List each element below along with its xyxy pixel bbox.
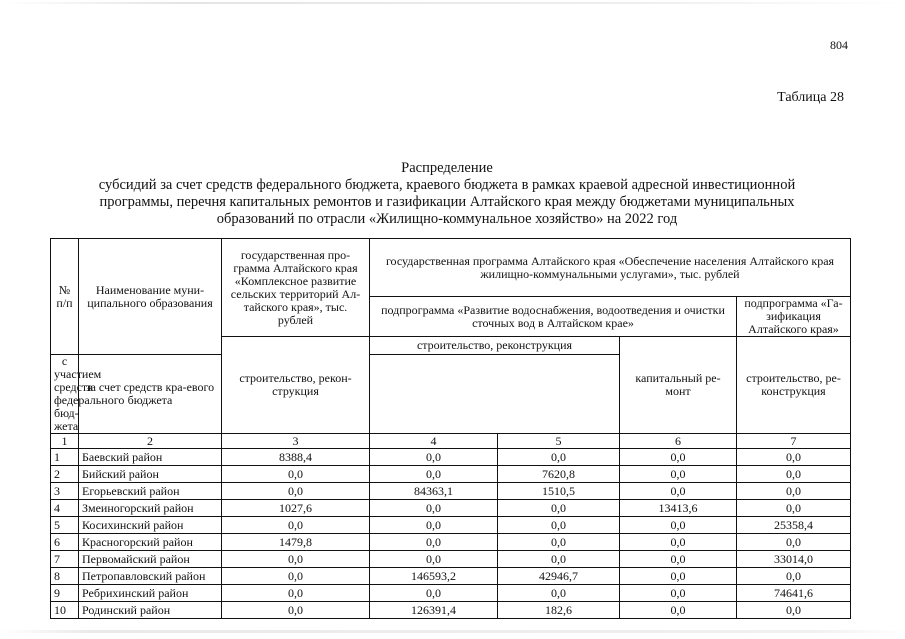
row-number: 7: [51, 551, 79, 568]
document-subtitle: субсидий за счет средств федерального бюджета, краевого бюджета в рамках краевой адресной инвестиционной программы, перечня капитальных ремонтов и газификации Алтайского края между бюджетами муниципальных образований по отрасли «Жилищно-коммунальное хозяйство» на 2022 год: [98, 177, 796, 227]
rural-construction-value: 0,0: [222, 568, 370, 585]
row-number: 10: [51, 602, 79, 619]
header-construction-water: строительство, реконструкция: [370, 337, 620, 355]
column-number: 1: [51, 434, 79, 449]
header-subprogram-water: подпрограмма «Развитие водоснабжения, водоотведения и очистки сточных вод в Алтайском крае»: [370, 297, 737, 337]
capital-repair-value: 0,0: [620, 466, 737, 483]
regional-share-value: 1510,5: [498, 483, 620, 500]
row-number: 1: [51, 449, 79, 466]
column-number: 2: [79, 434, 222, 449]
column-number: 6: [620, 434, 737, 449]
rural-construction-value: 1479,8: [222, 534, 370, 551]
federal-share-value: 0,0: [370, 466, 498, 483]
scan-edge-top: [0, 2, 905, 4]
municipality-name: Красногорский район: [79, 534, 222, 551]
capital-repair-value: 0,0: [620, 551, 737, 568]
subsidy-table: [50, 238, 851, 619]
federal-share-value: 0,0: [370, 517, 498, 534]
municipality-name: Косихинский район: [79, 517, 222, 534]
page-number: 804: [830, 38, 848, 52]
gas-construction-value: 25358,4: [737, 517, 851, 534]
regional-share-value: 0,0: [498, 449, 620, 466]
rural-construction-value: 0,0: [222, 517, 370, 534]
regional-share-value: 0,0: [498, 500, 620, 517]
header-construction-rural: строительство, рекон-струкция: [222, 337, 370, 434]
table-row: [51, 500, 851, 517]
document-heading: [52, 160, 842, 228]
regional-share-value: 182,6: [498, 602, 620, 619]
column-number: 3: [222, 434, 370, 449]
column-number: 7: [737, 434, 851, 449]
rural-construction-value: 1027,6: [222, 500, 370, 517]
table-row: [51, 534, 851, 551]
column-number: 5: [498, 434, 620, 449]
header-name: Наименование муни-ципального образования: [79, 239, 222, 355]
federal-share-value: 146593,2: [370, 568, 498, 585]
rural-construction-value: 0,0: [222, 466, 370, 483]
municipality-name: Родинский район: [79, 602, 222, 619]
header-program-rural: государственная про-грамма Алтайского края «Комплексное развитие сельских территорий Ал-тайского края», тыс. рублей: [222, 239, 370, 337]
header-subprogram-gas: подпрограмма «Га-зификация Алтайского края»: [737, 297, 851, 337]
row-number: 9: [51, 585, 79, 602]
column-number: 4: [370, 434, 498, 449]
federal-share-value: 126391,4: [370, 602, 498, 619]
gas-construction-value: 33014,0: [737, 551, 851, 568]
row-number: 8: [51, 568, 79, 585]
capital-repair-value: 0,0: [620, 483, 737, 500]
capital-repair-value: 0,0: [620, 585, 737, 602]
municipality-name: Змеиногорский район: [79, 500, 222, 517]
header-num: № п/п: [51, 239, 79, 355]
federal-share-value: 0,0: [370, 534, 498, 551]
row-number: 5: [51, 517, 79, 534]
regional-share-value: 7620,8: [498, 466, 620, 483]
municipality-name: Первомайский район: [79, 551, 222, 568]
header-regional-share: за счет средств кра-евого бюджета: [79, 355, 222, 434]
gas-construction-value: 0,0: [737, 602, 851, 619]
regional-share-value: 42946,7: [498, 568, 620, 585]
rural-construction-value: 0,0: [222, 585, 370, 602]
municipality-name: Петропавловский район: [79, 568, 222, 585]
municipality-name: Егорьевский район: [79, 483, 222, 500]
table-label: Таблица 28: [777, 90, 844, 105]
column-number-row: [51, 434, 851, 449]
scan-edge-bottom: [0, 630, 905, 633]
regional-share-value: 0,0: [498, 534, 620, 551]
table-row: [51, 551, 851, 568]
municipality-name: Ребрихинский район: [79, 585, 222, 602]
table-row: [51, 466, 851, 483]
gas-construction-value: 74641,6: [737, 585, 851, 602]
capital-repair-value: 0,0: [620, 449, 737, 466]
federal-share-value: 0,0: [370, 449, 498, 466]
gas-construction-value: 0,0: [737, 568, 851, 585]
gas-construction-value: 0,0: [737, 500, 851, 517]
capital-repair-value: 0,0: [620, 568, 737, 585]
rural-construction-value: 0,0: [222, 602, 370, 619]
rural-construction-value: 0,0: [222, 551, 370, 568]
rural-construction-value: 0,0: [222, 483, 370, 500]
federal-share-value: 84363,1: [370, 483, 498, 500]
row-number: 2: [51, 466, 79, 483]
municipality-name: Баевский район: [79, 449, 222, 466]
row-number: 4: [51, 500, 79, 517]
capital-repair-value: 0,0: [620, 534, 737, 551]
header-federal-share: с участием средств федерального бюд-жета: [51, 355, 79, 434]
table-row: [51, 585, 851, 602]
table-row: [51, 449, 851, 466]
rural-construction-value: 8388,4: [222, 449, 370, 466]
table-row: [51, 483, 851, 500]
federal-share-value: 0,0: [370, 500, 498, 517]
row-number: 3: [51, 483, 79, 500]
municipality-name: Бийский район: [79, 466, 222, 483]
header-program-housing: государственная программа Алтайского края «Обеспечение населения Алтайского края жилищно-коммунальными услугами», тыс. рублей: [370, 239, 851, 297]
gas-construction-value: 0,0: [737, 534, 851, 551]
table-row: [51, 568, 851, 585]
document-title: Распределение: [401, 160, 493, 176]
gas-construction-value: 0,0: [737, 466, 851, 483]
gas-construction-value: 0,0: [737, 483, 851, 500]
table-row: [51, 602, 851, 619]
capital-repair-value: 0,0: [620, 602, 737, 619]
table-row: [51, 517, 851, 534]
header-construction-gas: строительство, ре-конструкция: [737, 337, 851, 434]
regional-share-value: 0,0: [498, 585, 620, 602]
regional-share-value: 0,0: [498, 517, 620, 534]
row-number: 6: [51, 534, 79, 551]
capital-repair-value: 0,0: [620, 517, 737, 534]
regional-share-value: 0,0: [498, 551, 620, 568]
gas-construction-value: 0,0: [737, 449, 851, 466]
capital-repair-value: 13413,6: [620, 500, 737, 517]
federal-share-value: 0,0: [370, 551, 498, 568]
federal-share-value: 0,0: [370, 585, 498, 602]
header-capital-repair: капитальный ре-монт: [620, 337, 737, 434]
